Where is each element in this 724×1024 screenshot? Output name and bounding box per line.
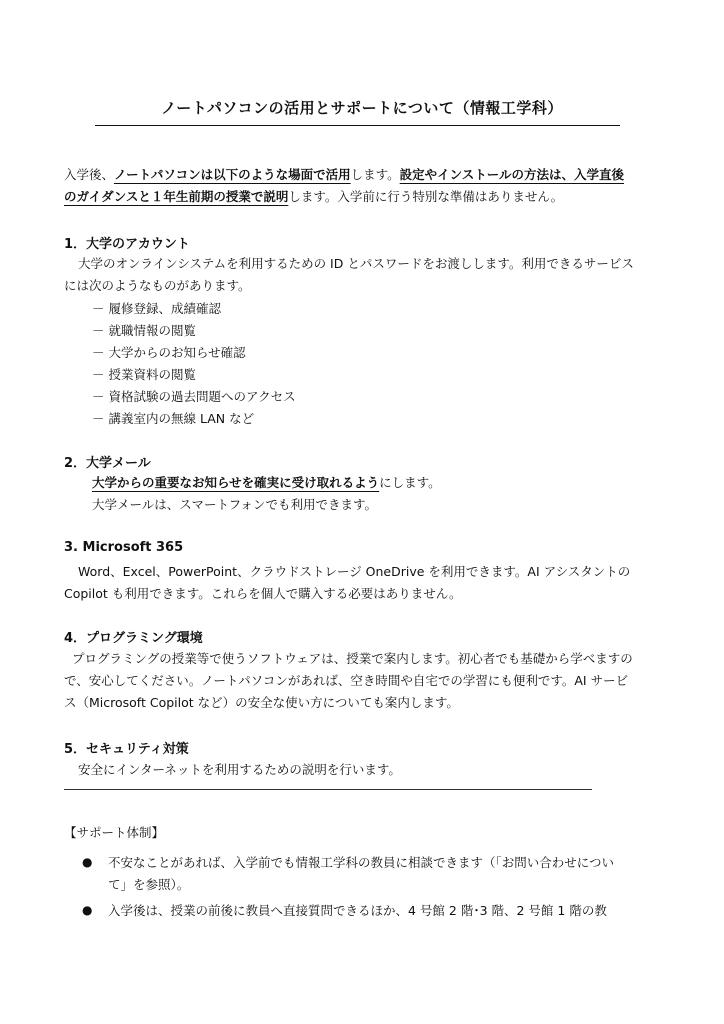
intro-emphasis: のガイダンスと１年生前期の授業で説明 [64, 189, 289, 204]
list-item: － 大学からのお知らせ確認 [92, 345, 246, 360]
list-item: － 就職情報の閲覧 [92, 323, 196, 338]
section-2-heading: 2．大学メール [64, 456, 151, 471]
section-4-heading: 4．プログラミング環境 [64, 631, 203, 646]
list-item: － 授業資料の閲覧 [92, 367, 196, 382]
intro-text: 入学後、 [64, 167, 115, 182]
bullet-icon: ● [82, 903, 93, 917]
section-4-text: で、安心してください。ノートパソコンがあれば、空き時間や自宅での学習にも便利です。AI サービ [64, 673, 629, 688]
intro-line-1 [64, 164, 624, 185]
bullet-icon: ● [82, 855, 93, 869]
support-bullet-text: て」を参照）。 [108, 877, 190, 892]
section-1-text: 大学のオンラインシステムを利用するための ID とパスワードをお渡しします。利用できるサービス [78, 256, 634, 271]
list-item: － 資格試験の過去問題へのアクセス [92, 389, 296, 404]
section-1-heading: 1．大学のアカウント [64, 237, 190, 252]
support-bullet-text: 入学後は、授業の前後に教員へ直接質問できるほか、4 号館 2 階･3 階、2 号館 1 階の教 [108, 903, 607, 918]
section-3-text: Word、Excel、PowerPoint、クラウドストレージ OneDrive を利用できます。AI アシスタントの [78, 564, 631, 579]
section-3-heading: 3. Microsoft 365 [64, 540, 184, 555]
section-4-text: プログラミングの授業等で使うソフトウェアは、授業で案内します。初心者でも基礎から学べますの [72, 651, 633, 666]
section-1-text: には次のようなものがあります。 [64, 278, 251, 293]
section-2-text: 大学メールは、スマートフォンでも利用できます。 [92, 497, 378, 512]
section-4-text: ス（Microsoft Copilot など）の安全な使い方についても案内します。 [64, 695, 459, 710]
intro-emphasis: 設定やインストールの方法は、入学直後 [399, 167, 625, 182]
support-heading: 【サポート体制】 [64, 825, 165, 840]
section-divider [64, 789, 592, 790]
intro-text: します。入学前に行う特別な準備はありません。 [288, 189, 564, 204]
section-2-emphasis: 大学からの重要なお知らせを確実に受け取れるよう [92, 475, 380, 490]
title-rule [95, 125, 620, 126]
section-5-heading: 5．セキュリティ対策 [64, 742, 189, 757]
section-5-text: 安全にインターネットを利用するための説明を行います。 [78, 762, 401, 777]
list-item: － 講義室内の無線 LAN など [92, 411, 255, 426]
intro-text: します。 [350, 167, 400, 182]
section-2-text [92, 472, 441, 493]
section-3-text: Copilot も利用できます。これらを個人で購入する必要はありません。 [64, 586, 462, 601]
support-bullet-text: 不安なことがあれば、入学前でも情報工学科の教員に相談できます（「お問い合わせについ [108, 855, 615, 870]
page-title: ノートパソコンの活用とサポートについて（情報工学科） [161, 99, 563, 117]
intro-line-2 [64, 186, 563, 207]
intro-emphasis: ノートパソコンは以下のような場面で活用 [114, 167, 351, 182]
list-item: － 履修登録、成績確認 [92, 301, 221, 316]
section-2-text: にします。 [379, 475, 441, 490]
